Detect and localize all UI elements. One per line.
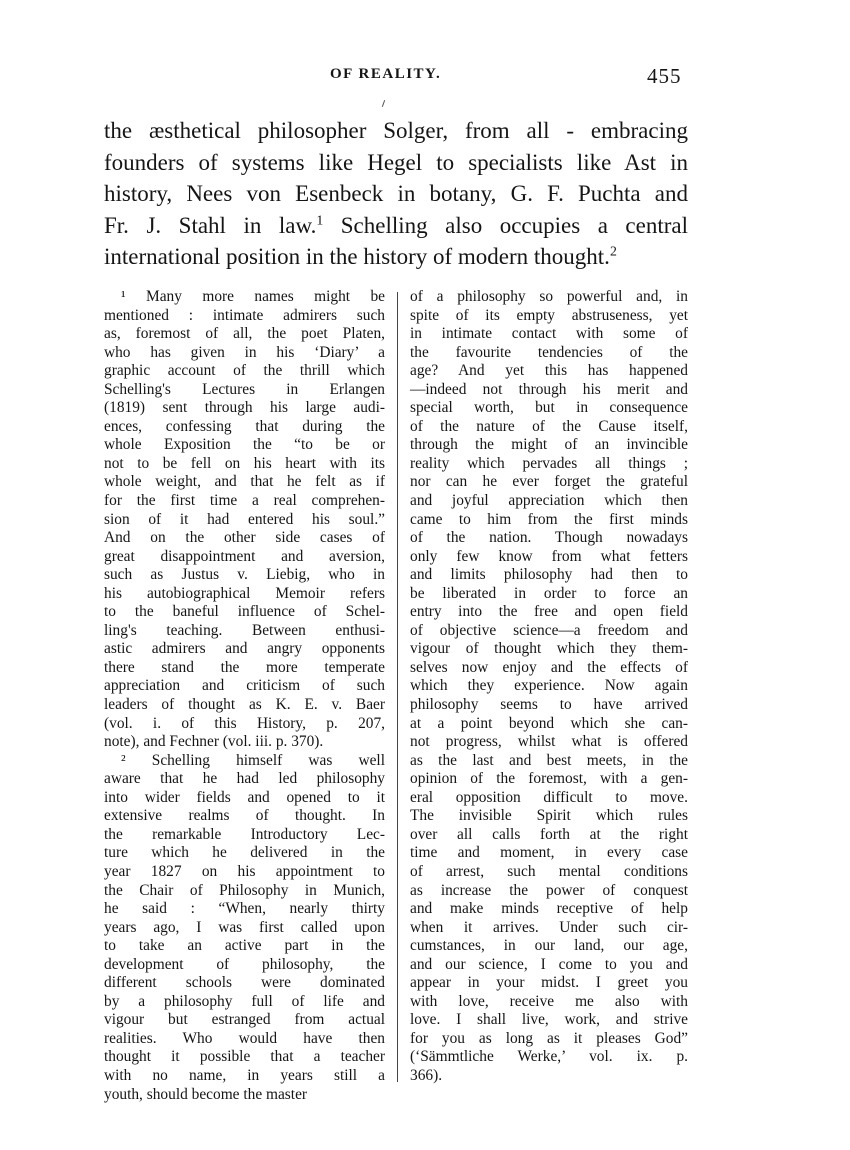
footnote-line: time and moment, in every case <box>410 844 688 862</box>
footnote-line: nor can he ever forget the grateful <box>410 473 688 491</box>
body-line-text: international position in the history of modern thought. <box>104 244 610 269</box>
footnote-line: through the might of an invincible <box>410 436 688 454</box>
footnote-line: youth, should become the master <box>104 1085 308 1103</box>
footnote-line: year 1827 on his appointment to <box>104 862 385 880</box>
body-line-text: Schelling also occupies a central <box>323 212 688 238</box>
footnote-line: when it arrives. Under such cir- <box>410 918 688 936</box>
footnote-line: of arrest, such mental conditions <box>410 862 688 880</box>
footnote-line: realities. Who would have then <box>104 1029 385 1047</box>
footnote-line: be liberated in order to force an <box>410 584 688 602</box>
body-line-text: Fr. J. Stahl in law. <box>104 212 317 238</box>
footnote-line: which they experience. Now again <box>410 677 688 695</box>
footnote-line: aware that he had led philosophy <box>104 770 385 788</box>
footnote-line: his autobiographical Memoir refers <box>104 584 385 602</box>
footnote-line: different schools were dominated <box>104 974 385 992</box>
footnote-line: The invisible Spirit which rules <box>410 807 688 825</box>
footnote-line: opinion of the foremost, with a gen- <box>410 770 688 788</box>
footnote-line: of the nature of the Cause itself, <box>410 417 688 435</box>
footnote-line: great disappointment and aversion, <box>104 547 385 565</box>
footnote-line: such as Justus v. Liebig, who in <box>104 566 385 584</box>
footnote-line: entry into the free and open field <box>410 603 688 621</box>
footnote-line: whole weight, and that he felt as if <box>104 473 385 491</box>
footnote-line: for the first time a real comprehen- <box>104 492 385 510</box>
footnote-line: cumstances, in our land, our age, <box>410 937 688 955</box>
footnote-line: not progress, whilst what is offered <box>410 733 688 751</box>
footnote-line: vigour but estranged from actual <box>104 1011 385 1029</box>
footnote-line: as, foremost of all, the poet Platen, <box>104 325 385 343</box>
footnote-line: in intimate contact with some of <box>410 325 688 343</box>
footnote-line: appreciation and criticism of such <box>104 677 385 695</box>
footnote-line: appear in your midst. I greet you <box>410 974 688 992</box>
footnote-line: extensive realms of thought. In <box>104 807 385 825</box>
footnote-line: only few know from what fetters <box>410 547 688 565</box>
footnote-line: thought it possible that a teacher <box>104 1048 385 1066</box>
footnote-line: ¹ Many more names might be <box>121 288 385 305</box>
footnote-line: into wider fields and opened to it <box>104 788 385 806</box>
footnote-line: ling's teaching. Between enthusi- <box>104 621 385 639</box>
footnote-line: not to be fell on his heart with its <box>104 454 385 472</box>
footnote-ref-1: 1 <box>316 211 324 227</box>
column-divider <box>397 292 398 1082</box>
running-head: OF REALITY. <box>330 66 442 82</box>
footnote-line: leaders of thought as K. E. v. Baer <box>104 696 385 714</box>
footnote-ref-2: 2 <box>609 243 617 259</box>
footnote-line: selves now enjoy and the effects of <box>410 658 688 676</box>
footnote-line: mentioned : intimate admirers such <box>104 306 385 324</box>
footnote-line: spite of its empty abstruseness, yet <box>410 306 688 324</box>
footnote-line: (1819) sent through his large audi- <box>104 399 385 417</box>
footnote-line: the Chair of Philosophy in Munich, <box>104 881 385 899</box>
footnote-line: the favourite tendencies of the <box>410 343 688 361</box>
footnote-line: reality which pervades all things ; <box>410 454 688 472</box>
footnote-line: And on the other side cases of <box>104 529 385 547</box>
footnote-line: and joyful appreciation which then <box>410 492 688 510</box>
footnote-line: of a philosophy so powerful and, in <box>410 288 688 305</box>
page-number: 455 <box>647 64 682 88</box>
footnote-line: who has given in his ‘Diary’ a <box>104 343 385 361</box>
footnote-line: he said : “When, nearly thirty <box>104 900 385 918</box>
footnote-line: with love, receive me also with <box>410 992 688 1010</box>
footnote-line: (‘Sämmtliche Werke,’ vol. ix. p. <box>410 1048 688 1066</box>
footnote-line: philosophy seems to have arrived <box>410 696 688 714</box>
footnote-line: age? And yet this has happened <box>410 362 688 380</box>
footnote-line: and limits philosophy had then to <box>410 566 688 584</box>
footnote-line: there stand the more temperate <box>104 658 385 676</box>
main-paragraph <box>104 115 688 273</box>
footnote-line: with no name, in years still a <box>104 1066 385 1084</box>
footnote-line: of the nation. Though nowadays <box>410 529 688 547</box>
footnote-line: to take an active part in the <box>104 937 385 955</box>
body-line: history, Nees von Esenbeck in botany, G. F. Puchta and <box>104 181 688 206</box>
footnote-line: development of philosophy, the <box>104 955 385 973</box>
body-line <box>104 210 688 242</box>
footnote-line: and our science, I come to you and <box>410 955 688 973</box>
footnote-line: —indeed not through his merit and <box>410 380 688 398</box>
body-line: founders of systems like Hegel to specialists like Ast in <box>104 149 688 175</box>
footnote-line: came to him from the first minds <box>410 510 688 528</box>
footnotes-right-column <box>410 288 688 1086</box>
footnote-line: sion of it had entered his soul.” <box>104 510 385 528</box>
footnote-line: Schelling's Lectures in Erlangen <box>104 380 385 398</box>
footnote-line: special worth, but in consequence <box>410 399 688 417</box>
body-line: the æsthetical philosopher Solger, from all - embracing <box>104 118 688 143</box>
footnote-line: for you as long as it pleases God” <box>410 1029 688 1047</box>
footnotes-left-column <box>104 288 385 1104</box>
footnote-line: by a philosophy full of life and <box>104 992 385 1010</box>
footnote-line: as increase the power of conquest <box>410 881 688 899</box>
footnote-line: astic admirers and angry opponents <box>104 640 385 658</box>
footnote-line: 366). <box>410 1066 443 1084</box>
body-line <box>104 241 688 273</box>
footnote-line: graphic account of the thrill which <box>104 362 385 380</box>
footnote-line: to the baneful influence of Schel- <box>104 603 385 621</box>
footnote-line: and make minds receptive of help <box>410 900 688 918</box>
footnote-line: years ago, I was first called upon <box>104 918 385 936</box>
footnote-line: as the last and best meets, in the <box>410 751 688 769</box>
footnote-line: ences, confessing that during the <box>104 417 385 435</box>
footnote-line: eral opposition difficult to move. <box>410 788 688 806</box>
footnote-line: of objective science—a freedom and <box>410 621 688 639</box>
footnote-line: over all calls forth at the right <box>410 825 688 843</box>
footnote-line: the remarkable Introductory Lec- <box>104 825 385 843</box>
footnote-line: at a point beyond which she can- <box>410 714 688 732</box>
footnote-line: ² Schelling himself was well <box>121 751 385 769</box>
footnote-line: note), and Fechner (vol. iii. p. 370). <box>104 733 324 751</box>
footnote-line: love. I shall live, work, and strive <box>410 1011 688 1029</box>
footnote-line: whole Exposition the “to be or <box>104 436 385 454</box>
footnote-line: vigour of thought which they them- <box>410 640 688 658</box>
print-mark <box>382 100 385 107</box>
footnote-line: (vol. i. of this History, p. 207, <box>104 714 385 732</box>
footnote-line: ture which he delivered in the <box>104 844 385 862</box>
